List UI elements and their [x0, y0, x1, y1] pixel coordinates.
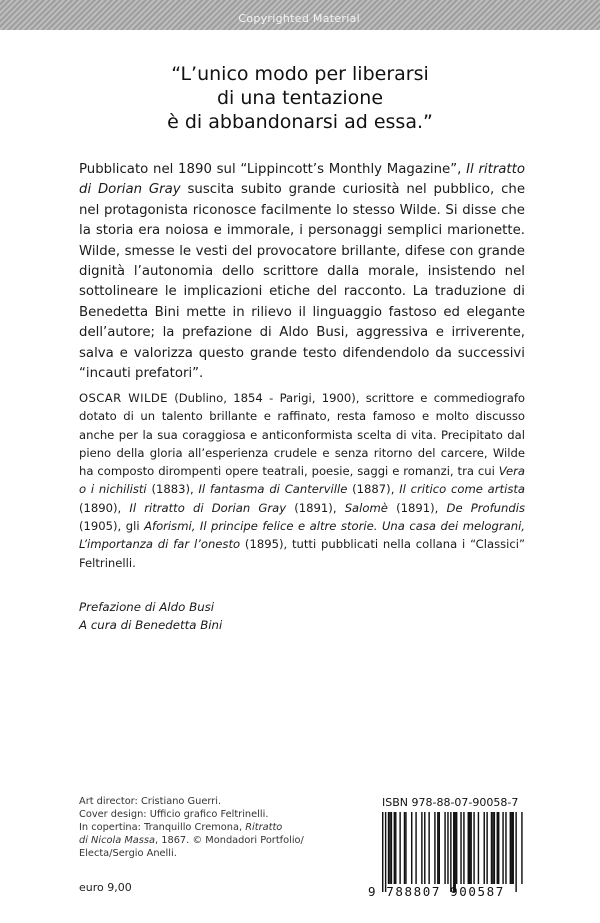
- barcode-bar: [515, 812, 516, 892]
- barcode-bar: [456, 812, 457, 884]
- barcode-bar: [468, 812, 469, 884]
- isbn-label: ISBN 978-88-07-90058-7: [382, 796, 519, 809]
- bio-text: (1890),: [79, 500, 130, 515]
- barcode-bar: [385, 812, 386, 892]
- cover-design-credit: Cover design: Ufficio grafico Feltrinelli.: [79, 809, 269, 820]
- cover-image-credit: [79, 834, 379, 847]
- price: euro 9,00: [79, 881, 132, 894]
- bio-text: (1887),: [347, 482, 400, 497]
- art-credits: [79, 795, 379, 860]
- barcode-bar: [484, 812, 485, 884]
- barcode-bar: [511, 812, 512, 884]
- work-title: Salomè: [344, 500, 388, 515]
- bio-text: (1895), tutti pubblicati nella collana i “Classici” Feltrinelli.: [79, 537, 525, 570]
- blurb-text: suscita subito grande curiosità nel pubblico, che nel protagonista riconosce facilmente lo stesso Wilde. Si disse che la storia era noiosa e immorale, i personaggi semplici marionette. Wilde, smesse le vesti del provocatore brillante, difese con grande dignità l’autonomia dello scrittore dalla morale, insistendo nel sottolineare le implicazioni etiche del racconto. La traduzione di Benedetta Bini mette in rilievo il linguaggio fastoso ed elegante dell’autore; la prefazione di Aldo Busi, aggressiva e irriverente, salva e valorizza questo grande testo difendendolo da successivi “incauti prefatori”.: [79, 182, 525, 382]
- watermark: Copyrighted Material: [238, 12, 360, 25]
- preface-credit: Prefazione di Aldo Busi: [79, 600, 215, 614]
- quote-line: è di abbandonarsi ad essa.”: [167, 111, 433, 133]
- barcode-bar: [415, 812, 416, 884]
- barcode-bar: [473, 812, 474, 884]
- barcode-bar: [450, 812, 451, 892]
- barcode-bar: [437, 812, 438, 884]
- barcode-bar: [470, 812, 471, 884]
- work-title: Il critico come artista: [399, 482, 526, 497]
- quote-line: “L’unico modo per liberarsi: [171, 63, 429, 85]
- barcode-bar: [394, 812, 395, 884]
- author-name: OSCAR WILDE: [79, 391, 168, 405]
- barcode-bar: [510, 812, 511, 884]
- book-title: Il ritratto di Dorian Gray: [79, 162, 525, 198]
- barcode-bar: [405, 812, 406, 884]
- barcode-bar: [421, 812, 422, 884]
- barcode-bar: [434, 812, 435, 884]
- barcode-bar: [447, 812, 448, 884]
- barcode-bar: [502, 812, 503, 884]
- artwork-title: di Nicola Massa: [79, 835, 155, 846]
- barcode-bar: [428, 812, 429, 884]
- barcode-bar: [491, 812, 492, 884]
- editor-credit: A cura di Benedetta Bini: [79, 618, 223, 632]
- credit-text: In copertina: Tranquillo Cremona,: [79, 822, 246, 833]
- barcode-bar: [463, 812, 464, 884]
- barcode-bar: [395, 812, 396, 884]
- barcode-bar: [498, 812, 499, 884]
- work-title: Vera o i nichilisti: [79, 464, 525, 497]
- barcode-bar: [388, 812, 389, 884]
- barcode-bar: [404, 812, 405, 884]
- barcode-bar: [455, 812, 456, 892]
- barcode-bar: [469, 812, 470, 884]
- barcode-bar: [399, 812, 400, 884]
- pull-quote: [0, 62, 600, 134]
- book-blurb: [79, 160, 525, 384]
- art-director-credit: Art director: Cristiano Guerri.: [79, 796, 222, 807]
- author-bio: [79, 389, 525, 572]
- work-title: De Profundis: [446, 500, 525, 515]
- barcode-bar: [486, 812, 487, 884]
- barcode: [368, 812, 528, 910]
- work-title: Il fantasma di Canterville: [198, 482, 348, 497]
- barcode-digits: 9 788807 900587: [368, 884, 505, 899]
- work-title: Il ritratto di Dorian Gray: [129, 500, 287, 515]
- barcode-bar: [494, 812, 495, 884]
- barcode-bar: [492, 812, 493, 884]
- barcode-bar: [497, 812, 498, 884]
- barcode-bar: [424, 812, 425, 884]
- edition-credits: [79, 598, 222, 634]
- barcode-bars: [376, 812, 524, 894]
- blurb-text: Pubblicato nel 1890 sul “Lippincott’s Monthly Magazine”,: [79, 162, 467, 177]
- bio-text: (1891),: [387, 500, 447, 515]
- barcode-bar: [460, 812, 461, 884]
- bio-text: (1891),: [286, 500, 345, 515]
- barcode-bar: [382, 812, 383, 892]
- barcode-bar: [411, 812, 412, 884]
- cover-image-credit: [79, 821, 379, 834]
- barcode-bar: [391, 812, 392, 884]
- barcode-bar: [444, 812, 445, 884]
- photo-credit: Electa/Sergio Anelli.: [79, 848, 177, 859]
- bio-text: (1883),: [146, 482, 199, 497]
- barcode-bar: [505, 812, 506, 884]
- artwork-title: Ritratto: [245, 822, 283, 833]
- quote-line: di una tentazione: [216, 87, 384, 109]
- barcode-bar: [478, 812, 479, 884]
- bio-text: (1905), gli: [79, 519, 145, 534]
- barcode-bar: [389, 812, 390, 884]
- work-title: Aforismi, Il principe felice e altre storie. Una casa dei melograni, L’importanza di far l’onesto: [79, 519, 525, 552]
- barcode-bar: [521, 812, 522, 884]
- bio-text: (Dublino, 1854 - Parigi, 1900), scrittore e commediografo dotato di un talento brillante e raffinato, resta famoso e molto discusso anche per la sua coraggiosa e anticonformista scelta di vita. Precipitato dal pieno della gloria all’esperienza crudele e senza ritorno del carcere, Wilde ha composto dirompenti opere teatrali, poesie, saggi e romanzi, tra cui: [79, 391, 526, 479]
- credit-text: , 1867. © Mondadori Portfolio/: [155, 835, 304, 846]
- barcode-bar: [453, 812, 454, 892]
- barcode-bar: [439, 812, 440, 884]
- barcode-bar: [513, 812, 514, 884]
